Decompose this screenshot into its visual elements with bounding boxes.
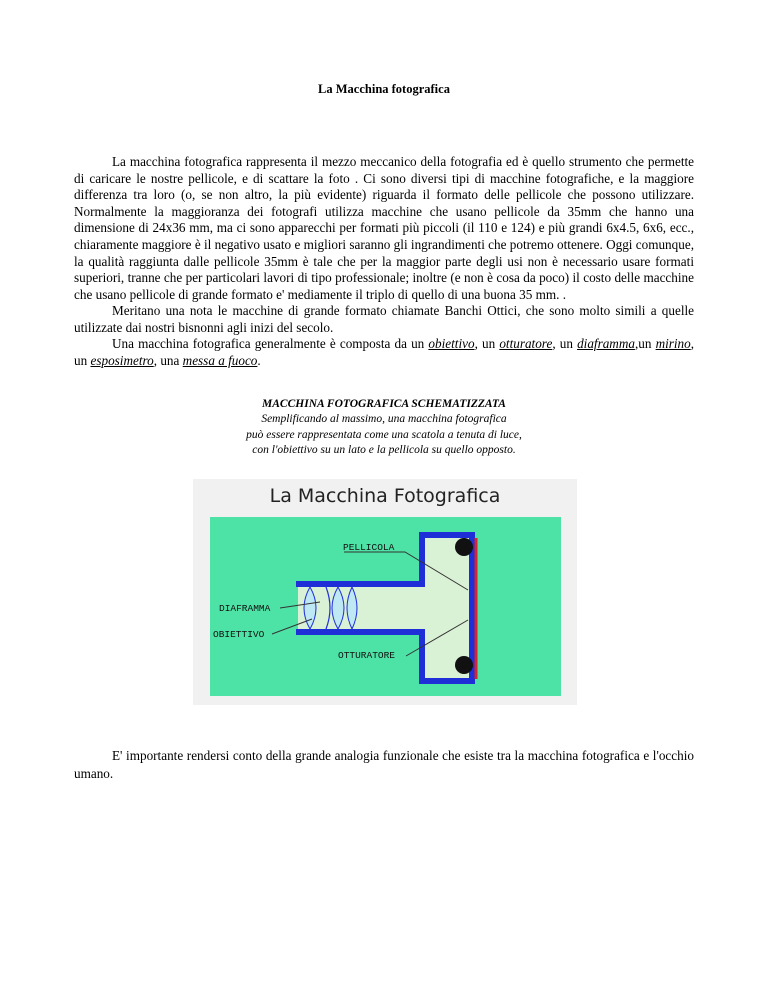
paragraph-banchi-ottici [74,303,694,336]
components-sep: , un [74,336,695,368]
label-obiettivo: OBIETTIVO [213,629,265,640]
link-mirino[interactable]: mirino [655,336,691,351]
lens-tube [298,584,425,632]
film-spool-bottom [455,656,473,674]
figure-title: La Macchina Fotografica [269,485,501,507]
link-messa-a-fuoco[interactable]: messa a fuoco [182,352,258,368]
components-end: . [257,352,261,368]
paragraph-intro-text: La macchina fotografica rappresenta il mezzo meccanico della fotografia ed è quello strumento che permette di caricare le nostre pellicole, e di scattare la foto . Ci sono diversi tipi di macchine fotografiche, e la maggiore differenza tra loro (o, se non altro, la più evidente) riguarda il formato delle pellicole che possono utilizzare. Normalmente la maggioranza dei fotografi utilizza macchine che usano pellicole da 35mm che hanno una dimensione di 24x36 mm, ma ci sono apparecchi per formati più piccoli (il 110 e 124) e più grandi 6x4.5, 6x6, ecc., chiaramente maggiore è il negativo usato e migliori saranno gli ingrandimenti che potremo ottenere. Oggi comunque, la qualità raggiunta dalle pellicole 35mm è tale che per la maggior parte degli usi non è necessario usare formati superiori, tranne che per particolari lavori di tipo professionale; inoltre (e non è cosa da poco) il costo delle macchine che usano pellicole di grande formato e' mediamente il triplo di quello di una buona 35 mm. . [74,154,694,302]
label-otturatore: OTTURATORE [338,650,396,661]
film-spool-top [455,538,473,556]
label-diaframma: DIAFRAMMA [219,603,271,614]
components-sep: , una [153,352,183,368]
components-lead: Una macchina fotografica generalmente è composta da un [112,336,429,351]
caption-title: MACCHINA FOTOGRAFICA SCHEMATIZZATA [262,398,506,410]
camera-diagram [210,517,561,696]
paragraph-analogy [74,747,694,783]
paragraph-banchi-ottici-text: Meritano una nota le macchine di grande formato chiamate Banchi Ottici, che sono molto simili a quelle utilizzate dai nostri bisnonni agli inizi del secolo. [74,303,694,335]
paragraph-intro [74,154,694,303]
label-pellicola: PELLICOLA [343,542,395,553]
components-sep: , un [474,336,500,351]
link-diaframma[interactable]: diaframma [577,336,635,351]
caption-line: Semplificando al massimo, una macchina fotografica [261,413,507,426]
components-sep: ,un [634,336,656,351]
caption-line: con l'obiettivo su un lato e la pellicola su quello opposto. [252,444,516,457]
paragraph-analogy-text: E' importante rendersi conto della grande analogia funzionale che esiste tra la macchina fotografica e l'occhio umano. [74,748,694,781]
camera-figure [193,479,577,705]
paragraph-components [74,336,694,369]
link-obiettivo[interactable]: obiettivo [428,336,475,351]
page-title: La Macchina fotografica [318,82,450,96]
figure-caption [0,397,768,459]
caption-line: può essere rappresentata come una scatola a tenuta di luce, [246,428,522,441]
link-esposimetro[interactable]: esposimetro [90,352,154,368]
link-otturatore[interactable]: otturatore [499,336,553,351]
components-sep: , un [552,336,578,351]
